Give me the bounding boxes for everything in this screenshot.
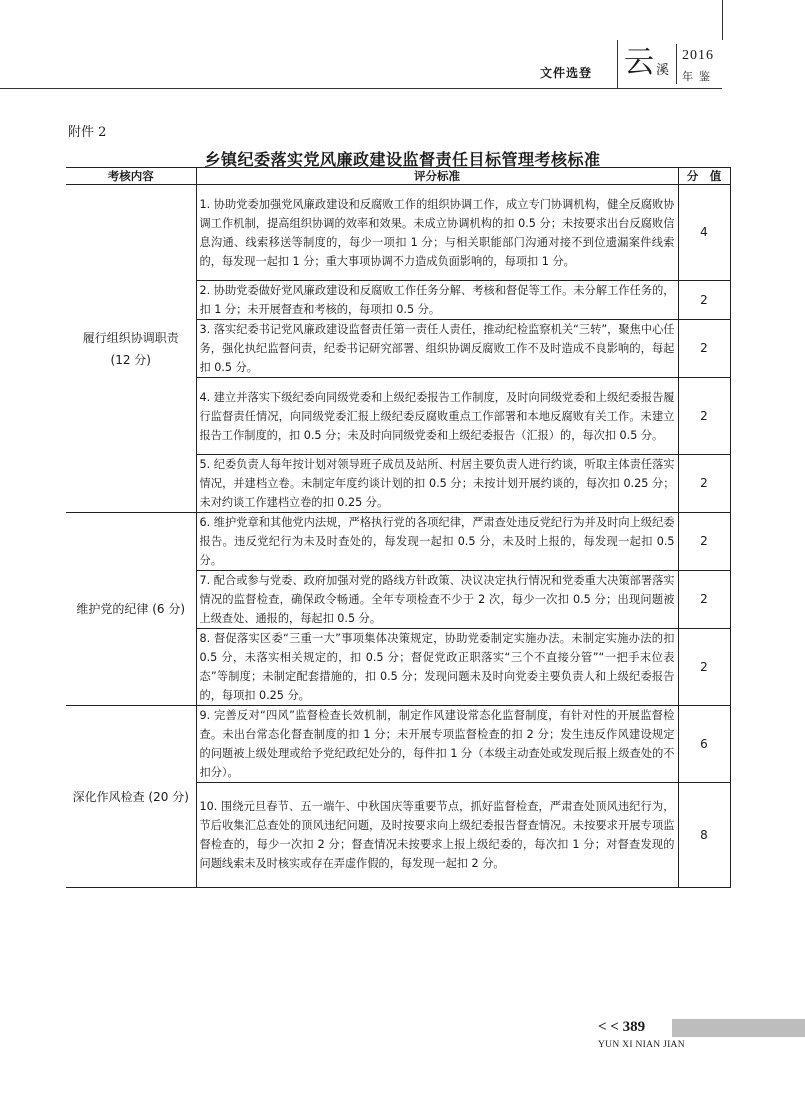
score-cell: 4 <box>678 185 730 281</box>
score-cell: 2 <box>678 320 730 378</box>
table-header-row <box>66 168 730 185</box>
criteria-cell: 8. 督促落实区委“三重一大”事项集体决策规定，协助党委制定实施办法。未制定实施办法的扣 0.5 分，未落实相关规定的，扣 0.5 分；督促党政正职落实“三个不直接分管”“一把手末位表态”等制度；未制定配套措施的，扣 0.5 分；发现问题未及时向党委主要负责人和上级纪委报告的，每项扣 0.25 分。 <box>196 629 678 706</box>
category-cell <box>66 706 196 888</box>
category-label: 维护党的纪律 (6 分) <box>76 602 186 616</box>
criteria-cell: 2. 协助党委做好党风廉政建设和反腐败工作任务分解、考核和督促等工作。未分解工作任务的，扣 1 分；未开展督查和考核的，每项扣 0.5 分。 <box>196 281 678 320</box>
header-rule-vertical <box>722 0 723 40</box>
category-cell <box>66 185 196 513</box>
criteria-cell: 4. 建立并落实下级纪委向同级党委和上级纪委报告工作制度，及时向同级党委和上级纪委报告履行监督责任情况，向同级党委汇报上级纪委反腐败重点工作部署和本地反腐败有关工作。未建立报告工作制度的，扣 0.5 分；未及时向同级党委和上级纪委报告（汇报）的，每次扣 0.5 分。 <box>196 378 678 455</box>
category-label: 深化作风检查 (20 分) <box>72 789 189 804</box>
page-number: < < 389 <box>598 1019 646 1035</box>
footer-bar <box>672 1019 805 1037</box>
header-separator <box>676 44 677 84</box>
score-cell: 2 <box>678 378 730 455</box>
score-cell: 6 <box>678 706 730 783</box>
table-row <box>66 513 730 571</box>
category-label: 履行组织协调职责 <box>82 330 179 345</box>
criteria-cell: 10. 围绕元旦春节、五一端午、中秋国庆等重要节点，抓好监督检查，严肃查处顶风违纪行为，节后收集汇总查处的顶风违纪问题，及时按要求向上级纪委报告督查情况。未按要求开展专项监督检查的，每少一次扣 2 分；督查情况未按要求上报上级纪委的，每次扣 1 分；对督查发现的问题线索未及时核实或存在弄虚作假的，每发现一起扣 2 分。 <box>196 783 678 888</box>
criteria-cell: 1. 协助党委加强党风廉政建设和反腐败工作的组织协调工作，成立专门协调机构，健全反腐败协调工作机制，提高组织协调的效率和效果。未成立协调机构的扣 0.5 分；未按要求出台反腐败信息沟通、线索移送等制度的，每少一项扣 1 分；与相关职能部门沟通对接不到位遗漏案件线索的，每发现一起扣 1 分；重大事项协调不力造成负面影响的，每项扣 1 分。 <box>196 185 678 281</box>
section-label: 文件选登 <box>540 66 593 80</box>
attachment-label: 附件 2 <box>68 125 107 140</box>
score-cell: 8 <box>678 783 730 888</box>
header-separator <box>617 40 618 88</box>
score-cell: 2 <box>678 455 730 513</box>
footer-publication: YUN XI NIAN JIAN <box>598 1040 685 1050</box>
criteria-cell: 7. 配合或参与党委、政府加强对党的路线方针政策、决议决定执行情况和党委重大决策部署落实情况的监督检查，确保政令畅通。全年专项检查不少于 2 次，每少一次扣 0.5 分；出现问题被上级查处、通报的，每起扣 0.5 分。 <box>196 571 678 629</box>
score-cell: 2 <box>678 571 730 629</box>
table-row <box>66 706 730 783</box>
criteria-cell: 5. 纪委负责人每年按计划对领导班子成员及站所、村居主要负责人进行约谈，听取主体责任落实情况，并建档立卷。未制定年度约谈计划的扣 0.5 分；未按计划开展约谈的，每次扣 0.25 分；未对约谈工作建档立卷的扣 0.25 分。 <box>196 455 678 513</box>
category-cell <box>66 513 196 706</box>
brand-nianjian: 年鉴 <box>682 70 716 83</box>
header-score: 分 值 <box>678 168 730 185</box>
criteria-cell: 9. 完善反对“四风”监督检查长效机制，制定作风建设常态化监督制度，有针对性的开展监督检查。未出台常态化督查制度的扣 1 分；未开展专项监督检查的扣 2 分；发生违反作风建设规定的问题被上级处理或给予党纪政纪处分的，每件扣 1 分（本级主动查处或发现后报上级查处的不扣分）。 <box>196 706 678 783</box>
score-cell: 2 <box>678 629 730 706</box>
header-content: 考核内容 <box>66 168 196 185</box>
brand-logo-xi: 溪 <box>656 63 670 78</box>
category-points: (12 分) <box>110 352 151 367</box>
criteria-cell: 3. 落实纪委书记党风廉政建设监督责任第一责任人责任，推动纪检监察机关“三转”，聚焦中心任务，强化执纪监督问责，纪委书记研究部署、组织协调反腐败工作不及时造成不良影响的，每起扣 0.5 分。 <box>196 320 678 378</box>
header-criteria: 评分标准 <box>196 168 678 185</box>
assessment-table <box>66 167 731 888</box>
score-cell: 2 <box>678 513 730 571</box>
table-row <box>66 185 730 281</box>
brand-logo-yun: 云 <box>624 45 654 80</box>
header-rule <box>0 88 722 89</box>
score-cell: 2 <box>678 281 730 320</box>
criteria-cell: 6. 维护党章和其他党内法规，严格执行党的各项纪律，严肃查处违反党纪行为并及时向上级纪委报告。违反党纪行为未及时查处的，每发现一起扣 0.5 分，未及时上报的，每发现一起扣 0.5 分。 <box>196 513 678 571</box>
document-title: 乡镇纪委落实党风廉政建设监督责任目标管理考核标准 <box>204 150 601 169</box>
brand-year: 2016 <box>682 48 714 63</box>
